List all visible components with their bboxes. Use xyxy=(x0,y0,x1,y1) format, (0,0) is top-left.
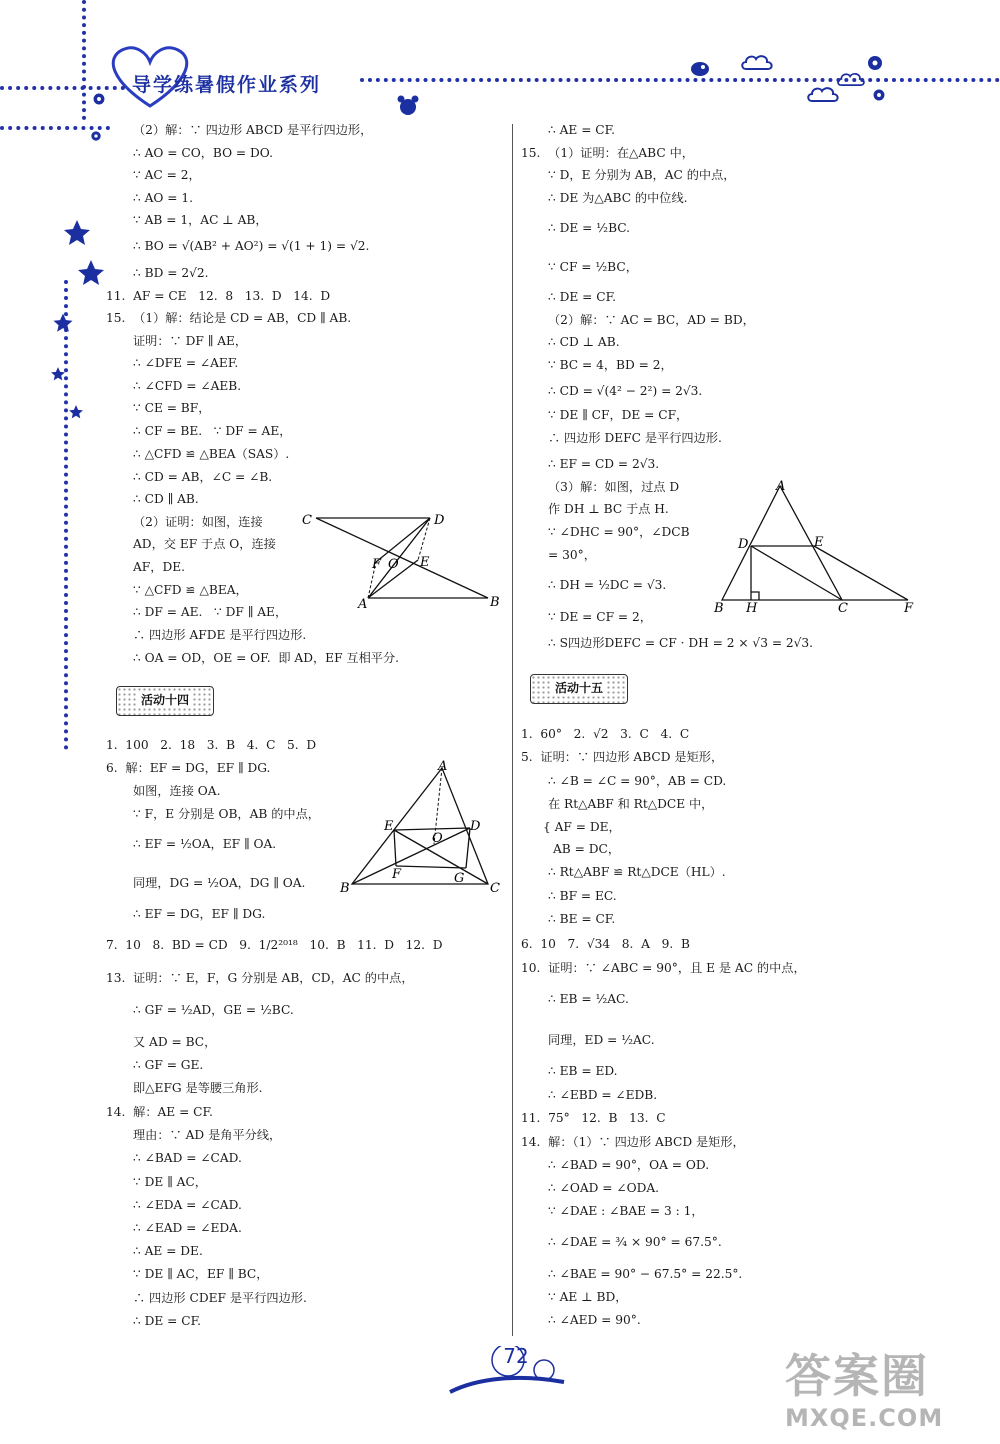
text-line: ∴ DE = CF. xyxy=(133,1314,202,1328)
dotted-rule-left xyxy=(0,86,125,90)
text-line: ∴ DE = CF. xyxy=(548,290,617,304)
text-line: 同理，ED = ½AC. xyxy=(548,1033,655,1047)
text-line: ∵ AB = 1，AC ⊥ AB， xyxy=(133,213,268,227)
text-line: ∴ GF = ½AD，GE = ½BC. xyxy=(133,1003,294,1017)
point-label: O xyxy=(432,831,443,846)
text-line: ∴ ∠OAD = ∠ODA. xyxy=(548,1181,660,1195)
point-label: G xyxy=(454,871,465,886)
cloud-icon xyxy=(836,70,866,88)
point-label: F xyxy=(392,867,402,882)
point-label: C xyxy=(838,601,848,616)
flower-icon xyxy=(872,88,886,102)
section-heading-activity-15: 活动十五 xyxy=(530,674,628,704)
text-line: ∴ CD = AB，∠C = ∠B. xyxy=(133,470,273,484)
watermark-text: 答案圈 xyxy=(785,1349,929,1403)
text-line: 15. （1）证明：在△ABC 中， xyxy=(521,146,694,160)
column-divider xyxy=(512,124,513,1336)
text-line: ∴ BD = 2√2. xyxy=(133,266,209,280)
text-line: ∵ AE ⊥ BD， xyxy=(548,1290,628,1304)
text-line: = 30°， xyxy=(548,548,596,562)
text-line: ∴ BF = EC. xyxy=(548,889,617,903)
point-label: A xyxy=(438,759,448,774)
text-line: ∴ DE = ½BC. xyxy=(548,221,631,235)
text-line: （2）证明：如图，连接 xyxy=(133,515,263,529)
text-line: ∵ ∠DAE : ∠BAE = 3 : 1， xyxy=(548,1204,704,1218)
flower-icon xyxy=(92,92,106,106)
text-line: ∴ BE = CF. xyxy=(548,912,616,926)
text-line: ∵ DE ∥ AC，EF ∥ BC， xyxy=(133,1267,269,1281)
point-label: F xyxy=(904,601,914,616)
text-line: ∴ ∠CFD = ∠AEB. xyxy=(133,379,242,393)
text-line: 1. 100 2. 18 3. B 4. C 5. D xyxy=(106,738,317,752)
text-line: 15. （1）解：结论是 CD = AB，CD ∥ AB. xyxy=(106,311,352,325)
text-line: 7. 10 8. BD = CD 9. 1/2²⁰¹⁸ 10. B 11. D 12. D xyxy=(106,938,443,952)
text-line: ∴ BO = √(AB² + AO²) = √(1 + 1) = √2. xyxy=(133,239,370,253)
text-line: ∵ F，E 分别是 OB，AB 的中点， xyxy=(133,807,320,821)
figure-triangle-midpoints xyxy=(336,756,506,896)
text-line: ∵ CE = BF， xyxy=(133,401,211,415)
text-line: ∵ △CFD ≌ △BEA， xyxy=(133,583,248,597)
bear-icon xyxy=(396,94,420,116)
text-line: 11. 75° 12. B 13. C xyxy=(521,1111,666,1125)
text-line: ∴ ∠B = ∠C = 90°，AB = CD. xyxy=(548,774,727,788)
text-line: 13. 证明：∵ E，F，G 分别是 AB，CD，AC 的中点， xyxy=(106,971,414,985)
text-line: ∴ ∠BAD = 90°，OA = OD. xyxy=(548,1158,710,1172)
text-line: ∴ ∠BAE = 90° − 67.5° = 22.5°. xyxy=(548,1267,743,1281)
text-line: 6. 解：EF = DG，EF ∥ DG. xyxy=(106,761,271,775)
text-line: ∵ D，E 分别为 AB，AC 的中点， xyxy=(548,168,736,182)
point-label: E xyxy=(384,819,394,834)
text-line: 证明：∵ DF ∥ AE， xyxy=(133,334,248,348)
text-line: ∵ AC = 2， xyxy=(133,168,201,182)
star-icon xyxy=(62,218,92,248)
text-line: ∴ CD ∥ AB. xyxy=(133,492,199,506)
figure-parallelogram-defc xyxy=(708,476,928,618)
text-line: AF，DE. xyxy=(133,560,185,574)
point-label: B xyxy=(340,881,350,896)
point-label: H xyxy=(746,601,758,616)
dotted-vertical-margin xyxy=(64,280,68,750)
text-line: ∴ DH = ½DC = √3. xyxy=(548,578,667,592)
page-number: 72 xyxy=(503,1344,529,1368)
text-line: 如图，连接 OA. xyxy=(133,784,221,798)
text-line: ∴ EB = ½AC. xyxy=(548,992,629,1006)
text-line: 又 AD = BC， xyxy=(133,1035,217,1049)
text-line: 1. 60° 2. √2 3. C 4. C xyxy=(521,727,690,741)
text-line: 即△EFG 是等腰三角形. xyxy=(133,1081,263,1095)
flower-icon xyxy=(866,54,884,72)
text-line: （2）解：∵ 四边形 ABCD 是平行四边形， xyxy=(133,123,373,137)
text-line: ∵ DE = CF = 2， xyxy=(548,610,652,624)
watermark xyxy=(785,1340,943,1432)
text-line: ∴ ∠EAD = ∠EDA. xyxy=(133,1221,242,1235)
text-line: 作 DH ⊥ BC 于点 H. xyxy=(548,502,669,516)
text-line: ∴ 四边形 DEFC 是平行四边形. xyxy=(548,431,722,445)
figure-parallelogram-cd-ab xyxy=(296,508,506,612)
text-line: AD，交 EF 于点 O，连接 xyxy=(133,537,276,551)
text-line: ∴ AO = 1. xyxy=(133,191,194,205)
text-line: ∴ EB = ED. xyxy=(548,1064,618,1078)
text-line: 14. 解：（1）∵ 四边形 ABCD 是矩形， xyxy=(521,1135,745,1149)
text-line: （3）解：如图，过点 D xyxy=(548,480,680,494)
series-title: 导学练暑假作业系列 xyxy=(132,74,322,96)
point-label: B xyxy=(714,601,724,616)
text-line: ∴ ∠EDA = ∠CAD. xyxy=(133,1198,242,1212)
text-line: ∴ S四边形DEFC = CF · DH = 2 × √3 = 2√3. xyxy=(548,636,814,650)
text-line: ∴ Rt△ABF ≌ Rt△DCE（HL）. xyxy=(548,865,726,879)
watermark-url: MXQE.COM xyxy=(785,1404,944,1432)
text-line: ∴ EF = DG，EF ∥ DG. xyxy=(133,907,266,921)
point-label: D xyxy=(470,819,481,834)
text-line: ∴ CD ⊥ AB. xyxy=(548,335,620,349)
cloud-icon xyxy=(806,84,840,104)
text-line: ∵ BC = 4，BD = 2， xyxy=(548,358,673,372)
point-label: F xyxy=(372,557,382,572)
text-line: 理由：∵ AD 是角平分线， xyxy=(133,1128,282,1142)
text-line: 在 Rt△ABF 和 Rt△DCE 中， xyxy=(548,797,714,811)
star-icon xyxy=(52,312,74,334)
text-line: 5. 证明：∵ 四边形 ABCD 是矩形， xyxy=(521,750,724,764)
text-line: ∴ AE = DE. xyxy=(133,1244,203,1258)
flower-icon xyxy=(90,130,102,142)
text-line: ∵ DE ∥ AC， xyxy=(133,1175,207,1189)
cloud-icon xyxy=(740,52,774,72)
text-line: ∴ △CFD ≌ △BEA（SAS）. xyxy=(133,447,290,461)
point-label: A xyxy=(776,479,786,494)
point-label: D xyxy=(738,537,749,552)
text-line: ∴ CD = √(4² − 2²) = 2√3. xyxy=(548,384,703,398)
text-line: ∴ ∠DAE = ¾ × 90° = 67.5°. xyxy=(548,1235,722,1249)
dotted-rule-right xyxy=(360,78,1000,82)
text-line: ∴ ∠BAD = ∠CAD. xyxy=(133,1151,242,1165)
text-line: 同理，DG = ½OA，DG ∥ OA. xyxy=(133,876,306,890)
text-line: 10. 证明：∵ ∠ABC = 90°，且 E 是 AC 的中点， xyxy=(521,961,806,975)
text-line: ∴ EF = CD = 2√3. xyxy=(548,457,660,471)
text-line: ∴ 四边形 AFDE 是平行四边形. xyxy=(133,628,307,642)
text-line: 14. 解：AE = CF. xyxy=(106,1105,213,1119)
point-label: B xyxy=(490,595,500,610)
text-line: ∴ ∠EBD = ∠EDB. xyxy=(548,1088,658,1102)
text-line: 6. 10 7. √34 8. A 9. B xyxy=(521,937,690,951)
star-icon xyxy=(50,366,66,382)
star-icon xyxy=(68,404,84,420)
text-line: （2）解：∵ AC = BC，AD = BD， xyxy=(548,313,755,327)
text-line: { AF = DE， xyxy=(543,820,621,834)
text-line: ∴ DF = AE. ∵ DF ∥ AE， xyxy=(133,605,288,619)
text-line: 11. AF = CE 12. 8 13. D 14. D xyxy=(106,289,331,303)
section-heading-activity-14: 活动十四 xyxy=(116,686,214,716)
star-icon xyxy=(76,258,106,288)
point-label: C xyxy=(302,513,312,528)
point-label: E xyxy=(420,555,430,570)
text-line: AB = DC， xyxy=(553,842,621,856)
dotted-vertical-top xyxy=(82,0,86,120)
text-line: ∵ ∠DHC = 90°，∠DCB xyxy=(548,525,690,539)
text-line: ∴ DE 为△ABC 的中位线. xyxy=(548,191,688,205)
point-label: A xyxy=(358,597,368,612)
text-line: ∴ 四边形 CDEF 是平行四边形. xyxy=(133,1291,307,1305)
text-line: ∴ OA = OD，OE = OF. 即 AD，EF 互相平分. xyxy=(133,651,400,665)
text-line: ∴ ∠DFE = ∠AEF. xyxy=(133,356,239,370)
text-line: ∴ ∠AED = 90°. xyxy=(548,1313,641,1327)
text-line: ∴ AE = CF. xyxy=(548,123,616,137)
point-label: O xyxy=(388,557,399,572)
text-line: ∵ CF = ½BC， xyxy=(548,260,638,274)
text-line: ∴ CF = BE. ∵ DF = AE， xyxy=(133,424,292,438)
bird-icon xyxy=(688,58,714,78)
point-label: E xyxy=(814,535,824,550)
text-line: ∴ AO = CO，BO = DO. xyxy=(133,146,273,160)
point-label: D xyxy=(434,513,445,528)
text-line: ∴ EF = ½OA，EF ∥ OA. xyxy=(133,837,277,851)
text-line: ∴ GF = GE. xyxy=(133,1058,204,1072)
point-label: C xyxy=(490,881,500,896)
text-line: ∵ DE ∥ CF，DE = CF， xyxy=(548,408,689,422)
